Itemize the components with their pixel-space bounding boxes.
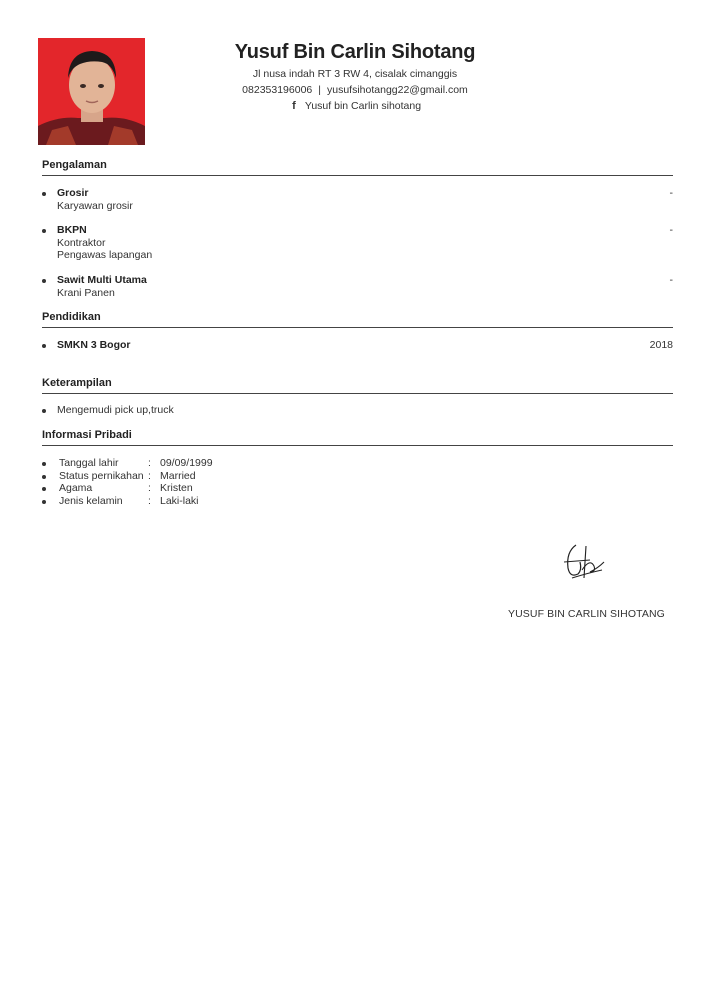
info-colon: :: [148, 494, 151, 507]
signature-name: YUSUF BIN CARLIN SIHOTANG: [508, 608, 665, 620]
facebook-name: Yusuf bin Carlin sihotang: [304, 100, 422, 112]
info-label: Tanggal lahir: [59, 457, 119, 469]
contact-line: [170, 82, 540, 98]
address: Jl nusa indah RT 3 RW 4, cisalak cimanggis: [252, 68, 458, 80]
info-colon: :: [148, 457, 151, 469]
experience-period: -: [669, 187, 673, 199]
email-address: yusufsihotangg22@gmail.com: [326, 84, 468, 96]
experience-title: Sawit Multi Utama: [57, 274, 147, 286]
experience-period: -: [669, 274, 673, 286]
bullet: [42, 409, 46, 413]
info-colon: :: [148, 469, 151, 482]
experience-detail: Krani Panen: [57, 286, 115, 299]
section-title-experience: Pengalaman: [42, 158, 673, 176]
info-colon: :: [148, 482, 151, 494]
experience-detail: Karyawan grosir: [57, 199, 133, 212]
profile-photo-image: [38, 38, 145, 145]
info-value: Married: [160, 469, 196, 482]
info-value: Kristen: [160, 482, 193, 494]
bullet: [42, 279, 46, 283]
profile-photo: [38, 38, 145, 145]
facebook-line: [170, 98, 540, 114]
signature-image: [560, 540, 610, 585]
section-title-education: Pendidikan: [42, 310, 673, 328]
education-item: [42, 339, 673, 352]
header: [170, 38, 540, 114]
section-title-skills: Keterampilan: [42, 376, 673, 394]
bullet: [42, 344, 46, 348]
experience-item: [42, 187, 673, 212]
education-title: SMKN 3 Bogor: [57, 339, 131, 351]
bullet: [42, 487, 46, 491]
contact-separator: |: [318, 84, 321, 96]
experience-detail: Pengawas lapangan: [57, 249, 153, 261]
bullet: [42, 462, 46, 466]
skill-text: Mengemudi pick up,truck: [57, 404, 174, 416]
info-value: Laki-laki: [160, 494, 199, 507]
experience-item: [42, 224, 673, 262]
bullet: [42, 229, 46, 233]
experience-title: BKPN: [57, 224, 87, 236]
candidate-name: Yusuf Bin Carlin Sihotang: [234, 41, 476, 63]
info-label: Status pernikahan: [59, 469, 144, 482]
experience-title: Grosir: [57, 187, 89, 199]
section-title-personal: Informasi Pribadi: [42, 428, 673, 446]
experience-period: -: [669, 224, 673, 236]
experience-detail: Kontraktor: [57, 236, 106, 249]
bullet: [42, 192, 46, 196]
phone-number: 082353196006: [242, 84, 313, 96]
education-year: 2018: [649, 339, 673, 351]
facebook-icon: f: [292, 100, 296, 112]
info-value: 09/09/1999: [160, 457, 213, 469]
bullet: [42, 475, 46, 479]
info-label: Jenis kelamin: [59, 494, 123, 507]
info-label: Agama: [59, 482, 93, 494]
bullet: [42, 500, 46, 504]
experience-item: [42, 274, 673, 299]
skill-item: [42, 404, 673, 417]
